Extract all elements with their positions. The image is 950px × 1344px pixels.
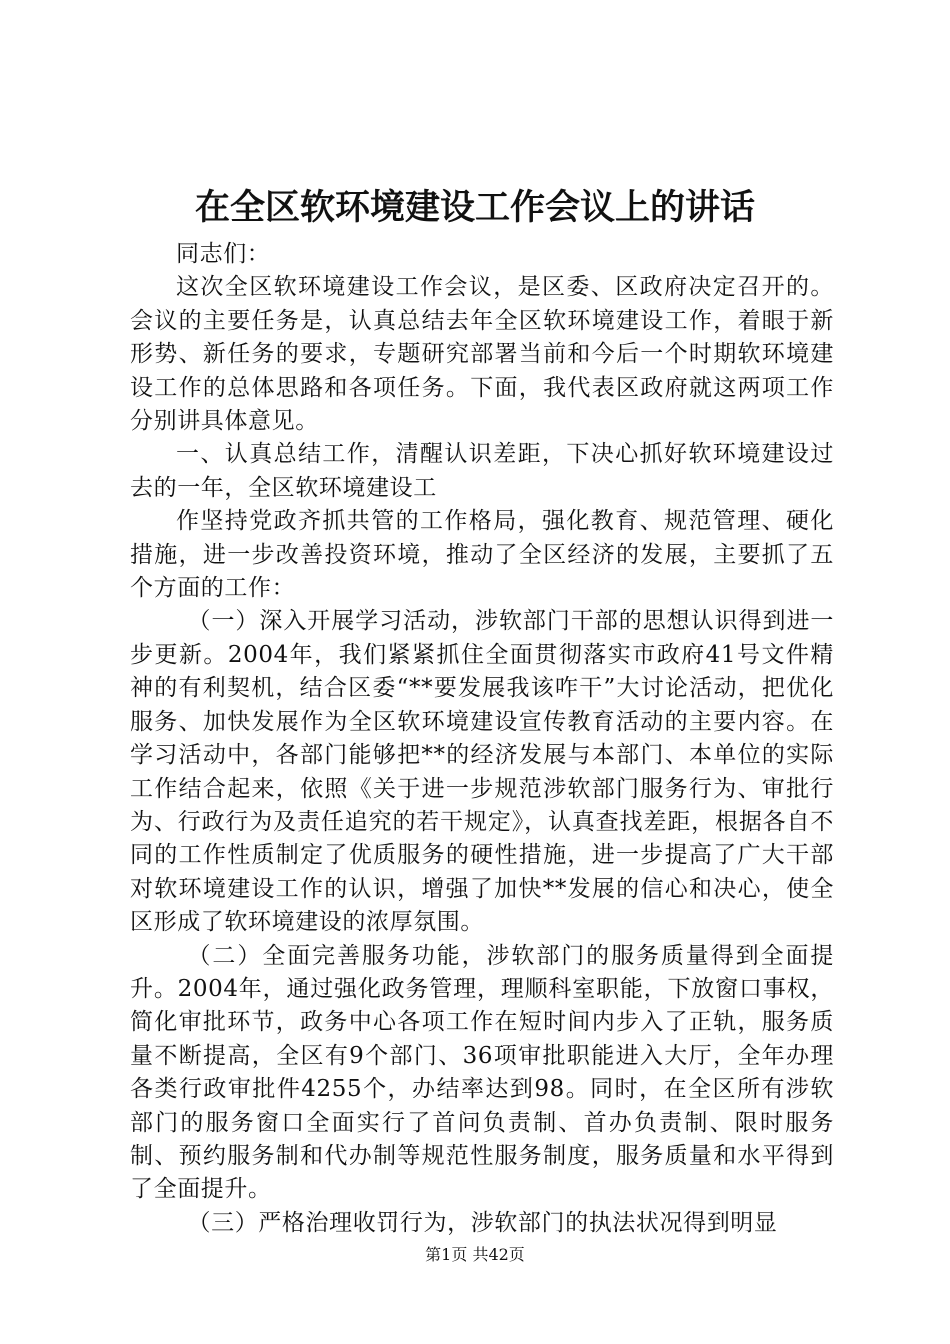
document-title: 在全区软环境建设工作会议上的讲话 (194, 187, 755, 228)
document-body (130, 238, 834, 1240)
paragraph: 一、认真总结工作，清醒认识差距，下决心抓好软环境建设过去的一年，全区软环境建设工 (130, 441, 834, 501)
paragraph: 作坚持党政齐抓共管的工作格局，强化教育、规范管理、硬化措施，进一步改善投资环境，推动了全区经济的发展，主要抓了五个方面的工作： (130, 508, 834, 602)
paragraph: （一）深入开展学习活动，涉软部门干部的思想认识得到进一步更新。2004年，我们紧紧抓住全面贯彻落实市政府41号文件精神的有利契机，结合区委“**要发展我该咋干”大讨论活动，把优化服务、加快发展作为全区软环境建设宣传教育活动的主要内容。在学习活动中，各部门能够把**的经济发展与本部门、本单位的实际工作结合起来，依照《关于进一步规范涉软部门服务行为、审批行为、行政行为及责任追究的若干规定》，认真查找差距，根据各自不同的工作性质制定了优质服务的硬性措施，进一步提高了广大干部对软环境建设工作的认识，增强了加快**发展的信心和决心，使全区形成了软环境建设的浓厚氛围。 (130, 608, 834, 936)
paragraph: （二）全面完善服务功能，涉软部门的服务质量得到全面提升。2004年，通过强化政务管理，理顺科室职能，下放窗口事权，简化审批环节，政务中心各项工作在短时间内步入了正轨，服务质量不断提高，全区有9个部门、36项审批职能进入大厅，全年办理各类行政审批件4255个，办结率达到98。同时，在全区所有涉软部门的服务窗口全面实行了首问负责制、首办负责制、限时服务制、预约服务制和代办制等规范性服务制度，服务质量和水平得到了全面提升。 (130, 942, 834, 1203)
page-footer: 第1页 共42页 (425, 1245, 525, 1264)
paragraph: 这次全区软环境建设工作会议，是区委、区政府决定召开的。会议的主要任务是，认真总结去年全区软环境建设工作，着眼于新形势、新任务的要求，专题研究部署当前和今后一个时期软环境建设工作的总体思路和各项任务。下面，我代表区政府就这两项工作分别讲具体意见。 (130, 274, 834, 435)
greeting: 同志们： (176, 241, 271, 267)
paragraph: （三）严格治理收罚行为，涉软部门的执法状况得到明显 (187, 1209, 778, 1236)
